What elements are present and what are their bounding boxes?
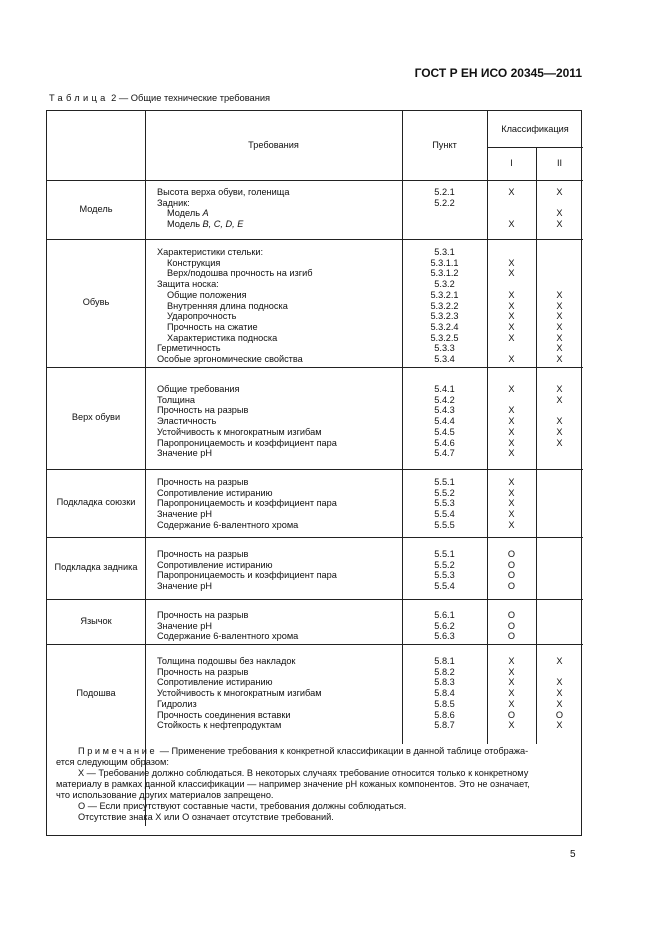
class-2-mark: X — [556, 384, 563, 394]
clause-number: 5.3.4 — [434, 354, 455, 364]
requirement-text — [157, 581, 212, 592]
class-1-mark: X — [508, 698, 515, 709]
requirement-text — [157, 268, 312, 279]
class-1-mark: X — [508, 519, 515, 530]
table-note — [56, 746, 577, 823]
requirement-text — [157, 322, 258, 333]
class-1-mark: X — [508, 509, 515, 520]
class-1-mark: X — [508, 426, 515, 437]
class-2-mark: X — [556, 289, 563, 300]
row-divider — [47, 537, 583, 538]
class-2-mark: X — [556, 208, 563, 219]
clause-number: 5.4.3 — [434, 405, 455, 416]
requirement-text — [157, 384, 240, 395]
caption-label: Таблица — [49, 93, 109, 103]
requirement-text — [157, 520, 298, 531]
requirement-label: Ударопрочность — [167, 311, 237, 322]
requirement-label: Паропроницаемость и коэффициент пара — [157, 437, 337, 448]
clause-number: 5.3.2.5 — [430, 332, 459, 343]
requirement-label: Толщина подошвы без накладок — [157, 656, 296, 666]
clause-number: 5.3.3 — [434, 343, 455, 354]
clause-number: 5.2.2 — [434, 197, 455, 208]
class-1-mark: O — [507, 570, 516, 581]
requirement-text — [157, 438, 337, 449]
requirement-label: Паропроницаемость и коэффициент пара — [157, 498, 337, 509]
class-2-mark: X — [556, 394, 563, 405]
requirement-text — [157, 311, 236, 322]
class-2-mark: X — [556, 343, 563, 354]
group-name: Модель — [79, 203, 113, 214]
clause-number: 5.3.2.3 — [430, 311, 459, 322]
clause-number: 5.5.2 — [434, 487, 455, 498]
header-classification: Классификация — [501, 124, 569, 134]
clause-number: 5.3.2 — [434, 279, 455, 290]
requirement-text — [157, 187, 289, 198]
requirement-text — [157, 667, 248, 678]
requirement-label: Сопротивление истиранию — [157, 677, 273, 688]
requirement-text — [157, 656, 295, 667]
requirement-label: Сопротивление истиранию — [157, 559, 273, 570]
class-1-mark: X — [508, 257, 515, 268]
requirement-text — [157, 498, 337, 509]
standard-designation: ГОСТ Р ЕН ИСО 20345—2011 — [414, 66, 582, 80]
caption-number: 2 — [111, 93, 117, 103]
requirement-text — [157, 720, 281, 731]
clause-number: 5.8.1 — [434, 656, 455, 666]
class-1-mark: X — [508, 289, 515, 300]
class-1-mark: X — [508, 268, 515, 279]
class-1-mark: X — [508, 354, 515, 364]
requirement-label: Общие требования — [157, 384, 240, 394]
class-2-mark: X — [556, 321, 563, 332]
requirement-text — [157, 247, 263, 258]
requirement-label: Стойкость к нефтепродуктам — [157, 720, 282, 731]
requirement-label: Прочность на разрыв — [157, 610, 249, 620]
class-1-mark: X — [508, 437, 515, 448]
requirement-label: Прочность на разрыв — [157, 549, 249, 559]
note-line: материалу в рамках данной классификации — например значение pH кожаных компонентов. Это не означает, — [56, 779, 530, 789]
class-1-mark: X — [508, 498, 515, 509]
clause-number: 5.6.3 — [434, 631, 455, 642]
clause-number: 5.4.5 — [434, 426, 455, 437]
requirement-model-letter: A — [202, 208, 209, 219]
class-1-mark: X — [508, 187, 515, 197]
class-1-mark: X — [508, 416, 515, 427]
class-2-mark: X — [556, 219, 563, 230]
requirement-text — [157, 699, 197, 710]
requirement-label: Внутренняя длина подноска — [167, 300, 288, 311]
header-class-1: I — [510, 158, 513, 168]
class-1-mark: X — [508, 688, 515, 699]
clause-number: 5.5.5 — [434, 519, 455, 530]
row-divider — [487, 147, 583, 148]
requirement-text — [157, 416, 216, 427]
class-2-mark: X — [556, 416, 563, 427]
requirement-label: Значение pH — [157, 509, 213, 520]
class-1-mark: X — [508, 311, 515, 322]
requirement-text — [157, 631, 298, 642]
requirement-label: Модель — [167, 219, 203, 230]
requirement-label: Высота верха обуви, голенища — [157, 187, 290, 197]
class-1-mark: O — [507, 709, 516, 720]
clause-number: 5.8.7 — [434, 720, 455, 731]
class-1-mark: X — [508, 384, 515, 394]
requirement-text — [157, 610, 248, 621]
clause-number: 5.3.2.4 — [430, 321, 459, 332]
requirement-label: Значение pH — [157, 581, 213, 592]
note-line: O — Если присутствуют составные части, требования должны соблюдаться. — [78, 801, 407, 811]
class-2-mark: X — [556, 656, 563, 666]
row-divider — [47, 599, 583, 600]
clause-number: 5.6.2 — [434, 620, 455, 631]
class-1-mark: X — [508, 666, 515, 677]
class-2-mark: X — [556, 354, 563, 364]
class-1-mark: X — [508, 321, 515, 332]
class-2-mark: X — [556, 187, 563, 197]
requirement-text — [157, 405, 248, 416]
class-1-mark: X — [508, 656, 515, 666]
clause-number: 5.5.3 — [434, 570, 455, 581]
row-divider — [47, 180, 583, 181]
requirement-label: Задник: — [157, 197, 190, 208]
clause-number: 5.5.4 — [434, 581, 455, 592]
header-class-2: II — [556, 158, 563, 168]
clause-number: 5.8.5 — [434, 698, 455, 709]
note-text: — Применение требования к конкретной классификации в данной таблице отобража- — [157, 746, 529, 756]
requirement-label: Прочность соединения вставки — [157, 709, 291, 720]
caption-title: — Общие технические требования — [116, 93, 271, 103]
requirement-text — [157, 570, 337, 581]
requirement-label: Прочность на разрыв — [157, 405, 249, 416]
requirement-text — [157, 208, 209, 219]
class-1-mark: X — [508, 405, 515, 416]
requirement-label: Устойчивость к многократным изгибам — [157, 688, 322, 699]
requirement-text — [157, 427, 322, 438]
note-line: X — Требование должно соблюдаться. В некоторых случаях требование относится только к конкретному — [78, 768, 529, 778]
group-name: Обувь — [82, 297, 110, 307]
group-name: Подкладка союзки — [56, 497, 136, 507]
requirement-label: Прочность на сжатие — [167, 321, 258, 332]
class-2-mark: X — [556, 720, 563, 731]
group-name: Язычок — [80, 615, 112, 626]
row-divider — [47, 367, 583, 368]
requirement-text — [157, 395, 195, 406]
class-1-mark: O — [507, 581, 516, 592]
class-2-mark: X — [556, 677, 563, 688]
class-2-mark: O — [555, 709, 564, 720]
clause-number: 5.5.1 — [434, 477, 455, 487]
clause-number: 5.4.4 — [434, 416, 455, 427]
requirement-label: Значение pH — [157, 448, 213, 459]
requirement-label: Защита носка: — [157, 279, 219, 290]
class-1-mark: X — [508, 448, 515, 459]
class-1-mark: O — [507, 631, 516, 642]
class-2-mark: X — [556, 426, 563, 437]
clause-number: 5.5.4 — [434, 509, 455, 520]
requirement-text — [157, 258, 220, 269]
requirement-text — [157, 710, 290, 721]
class-1-mark: X — [508, 477, 515, 487]
requirement-label: Прочность на разрыв — [157, 666, 249, 677]
requirement-text — [157, 354, 303, 365]
requirement-label: Герметичность — [157, 343, 221, 354]
clause-number: 5.3.1 — [434, 247, 455, 257]
requirement-label: Толщина — [157, 394, 196, 405]
clause-number: 5.3.1.2 — [430, 268, 459, 279]
note-line — [56, 746, 577, 757]
requirement-text — [157, 333, 277, 344]
requirement-model-letter: B, C, D, E — [202, 219, 244, 230]
requirement-text — [157, 290, 247, 301]
note-label: Примечание — [78, 746, 158, 756]
requirement-text — [157, 448, 212, 459]
requirement-text — [157, 560, 272, 571]
class-1-mark: X — [508, 300, 515, 311]
class-2-mark: X — [556, 437, 563, 448]
requirement-label: Прочность на разрыв — [157, 477, 249, 487]
clause-number: 5.8.3 — [434, 677, 455, 688]
requirements-table — [46, 110, 582, 836]
clause-number: 5.8.6 — [434, 709, 455, 720]
table-caption — [49, 93, 270, 103]
requirement-label: Содержание 6-валентного хрома — [157, 519, 299, 530]
clause-number: 5.8.2 — [434, 666, 455, 677]
page-number: 5 — [570, 849, 576, 860]
requirement-label: Конструкция — [167, 257, 221, 268]
requirement-label: Гидролиз — [157, 698, 197, 709]
class-1-mark: O — [507, 549, 516, 559]
clause-number: 5.8.4 — [434, 688, 455, 699]
class-1-mark: X — [508, 332, 515, 343]
class-2-mark: X — [556, 698, 563, 709]
requirement-text — [157, 488, 272, 499]
requirement-text — [157, 219, 243, 230]
requirement-text — [157, 549, 248, 560]
requirement-label: Характеристика подноска — [167, 332, 278, 343]
requirement-text — [157, 621, 212, 632]
clause-number: 5.3.1.1 — [430, 257, 459, 268]
clause-number: 5.6.1 — [434, 610, 455, 620]
class-1-mark: O — [507, 620, 516, 631]
requirement-label: Характеристики стельки: — [157, 247, 264, 257]
group-name: Верх обуви — [71, 412, 121, 422]
class-1-mark: O — [507, 610, 516, 620]
group-name: Подошва — [76, 688, 116, 698]
requirement-text — [157, 677, 272, 688]
header-requirements: Требования — [248, 140, 299, 150]
note-line: ется следующим образом: — [56, 757, 169, 767]
requirement-label: Сопротивление истиранию — [157, 487, 273, 498]
requirement-label: Содержание 6-валентного хрома — [157, 631, 299, 642]
class-2-mark: X — [556, 300, 563, 311]
clause-number: 5.3.2.1 — [430, 289, 459, 300]
class-1-mark: X — [508, 219, 515, 230]
class-2-mark: X — [556, 688, 563, 699]
requirement-label: Устойчивость к многократным изгибам — [157, 426, 322, 437]
class-2-mark: X — [556, 311, 563, 322]
class-2-mark: X — [556, 332, 563, 343]
clause-number: 5.4.6 — [434, 437, 455, 448]
clause-number: 5.3.2.2 — [430, 300, 459, 311]
row-divider — [47, 644, 583, 645]
clause-number: 5.5.1 — [434, 549, 455, 559]
note-line: что использование других материалов запрещено. — [56, 790, 274, 800]
requirement-label: Верх/подошва прочность на изгиб — [167, 268, 313, 279]
requirement-text — [157, 477, 248, 488]
requirement-label: Общие положения — [167, 289, 247, 300]
clause-number: 5.5.3 — [434, 498, 455, 509]
row-divider — [47, 469, 583, 470]
requirement-label: Эластичность — [157, 416, 217, 427]
requirement-text — [157, 198, 190, 209]
row-divider — [47, 239, 583, 240]
clause-number: 5.4.2 — [434, 394, 455, 405]
requirement-text — [157, 301, 288, 312]
requirement-text — [157, 688, 322, 699]
class-1-mark: O — [507, 559, 516, 570]
clause-number: 5.2.1 — [434, 187, 455, 197]
clause-number: 5.5.2 — [434, 559, 455, 570]
clause-number: 5.4.1 — [434, 384, 455, 394]
clause-number: 5.4.7 — [434, 448, 455, 459]
class-1-mark: X — [508, 720, 515, 731]
header-clause: Пункт — [432, 140, 457, 150]
requirement-text — [157, 509, 212, 520]
note-line: Отсутствие знака X или O означает отсутствие требований. — [78, 812, 334, 822]
class-1-mark: X — [508, 677, 515, 688]
requirement-label: Особые эргономические свойства — [157, 354, 303, 364]
requirement-text — [157, 279, 219, 290]
group-name: Подкладка задника — [54, 562, 138, 572]
requirement-text — [157, 343, 221, 354]
requirement-label: Значение pH — [157, 620, 213, 631]
class-1-mark: X — [508, 487, 515, 498]
requirement-label: Модель — [167, 208, 203, 219]
requirement-label: Паропроницаемость и коэффициент пара — [157, 570, 337, 581]
